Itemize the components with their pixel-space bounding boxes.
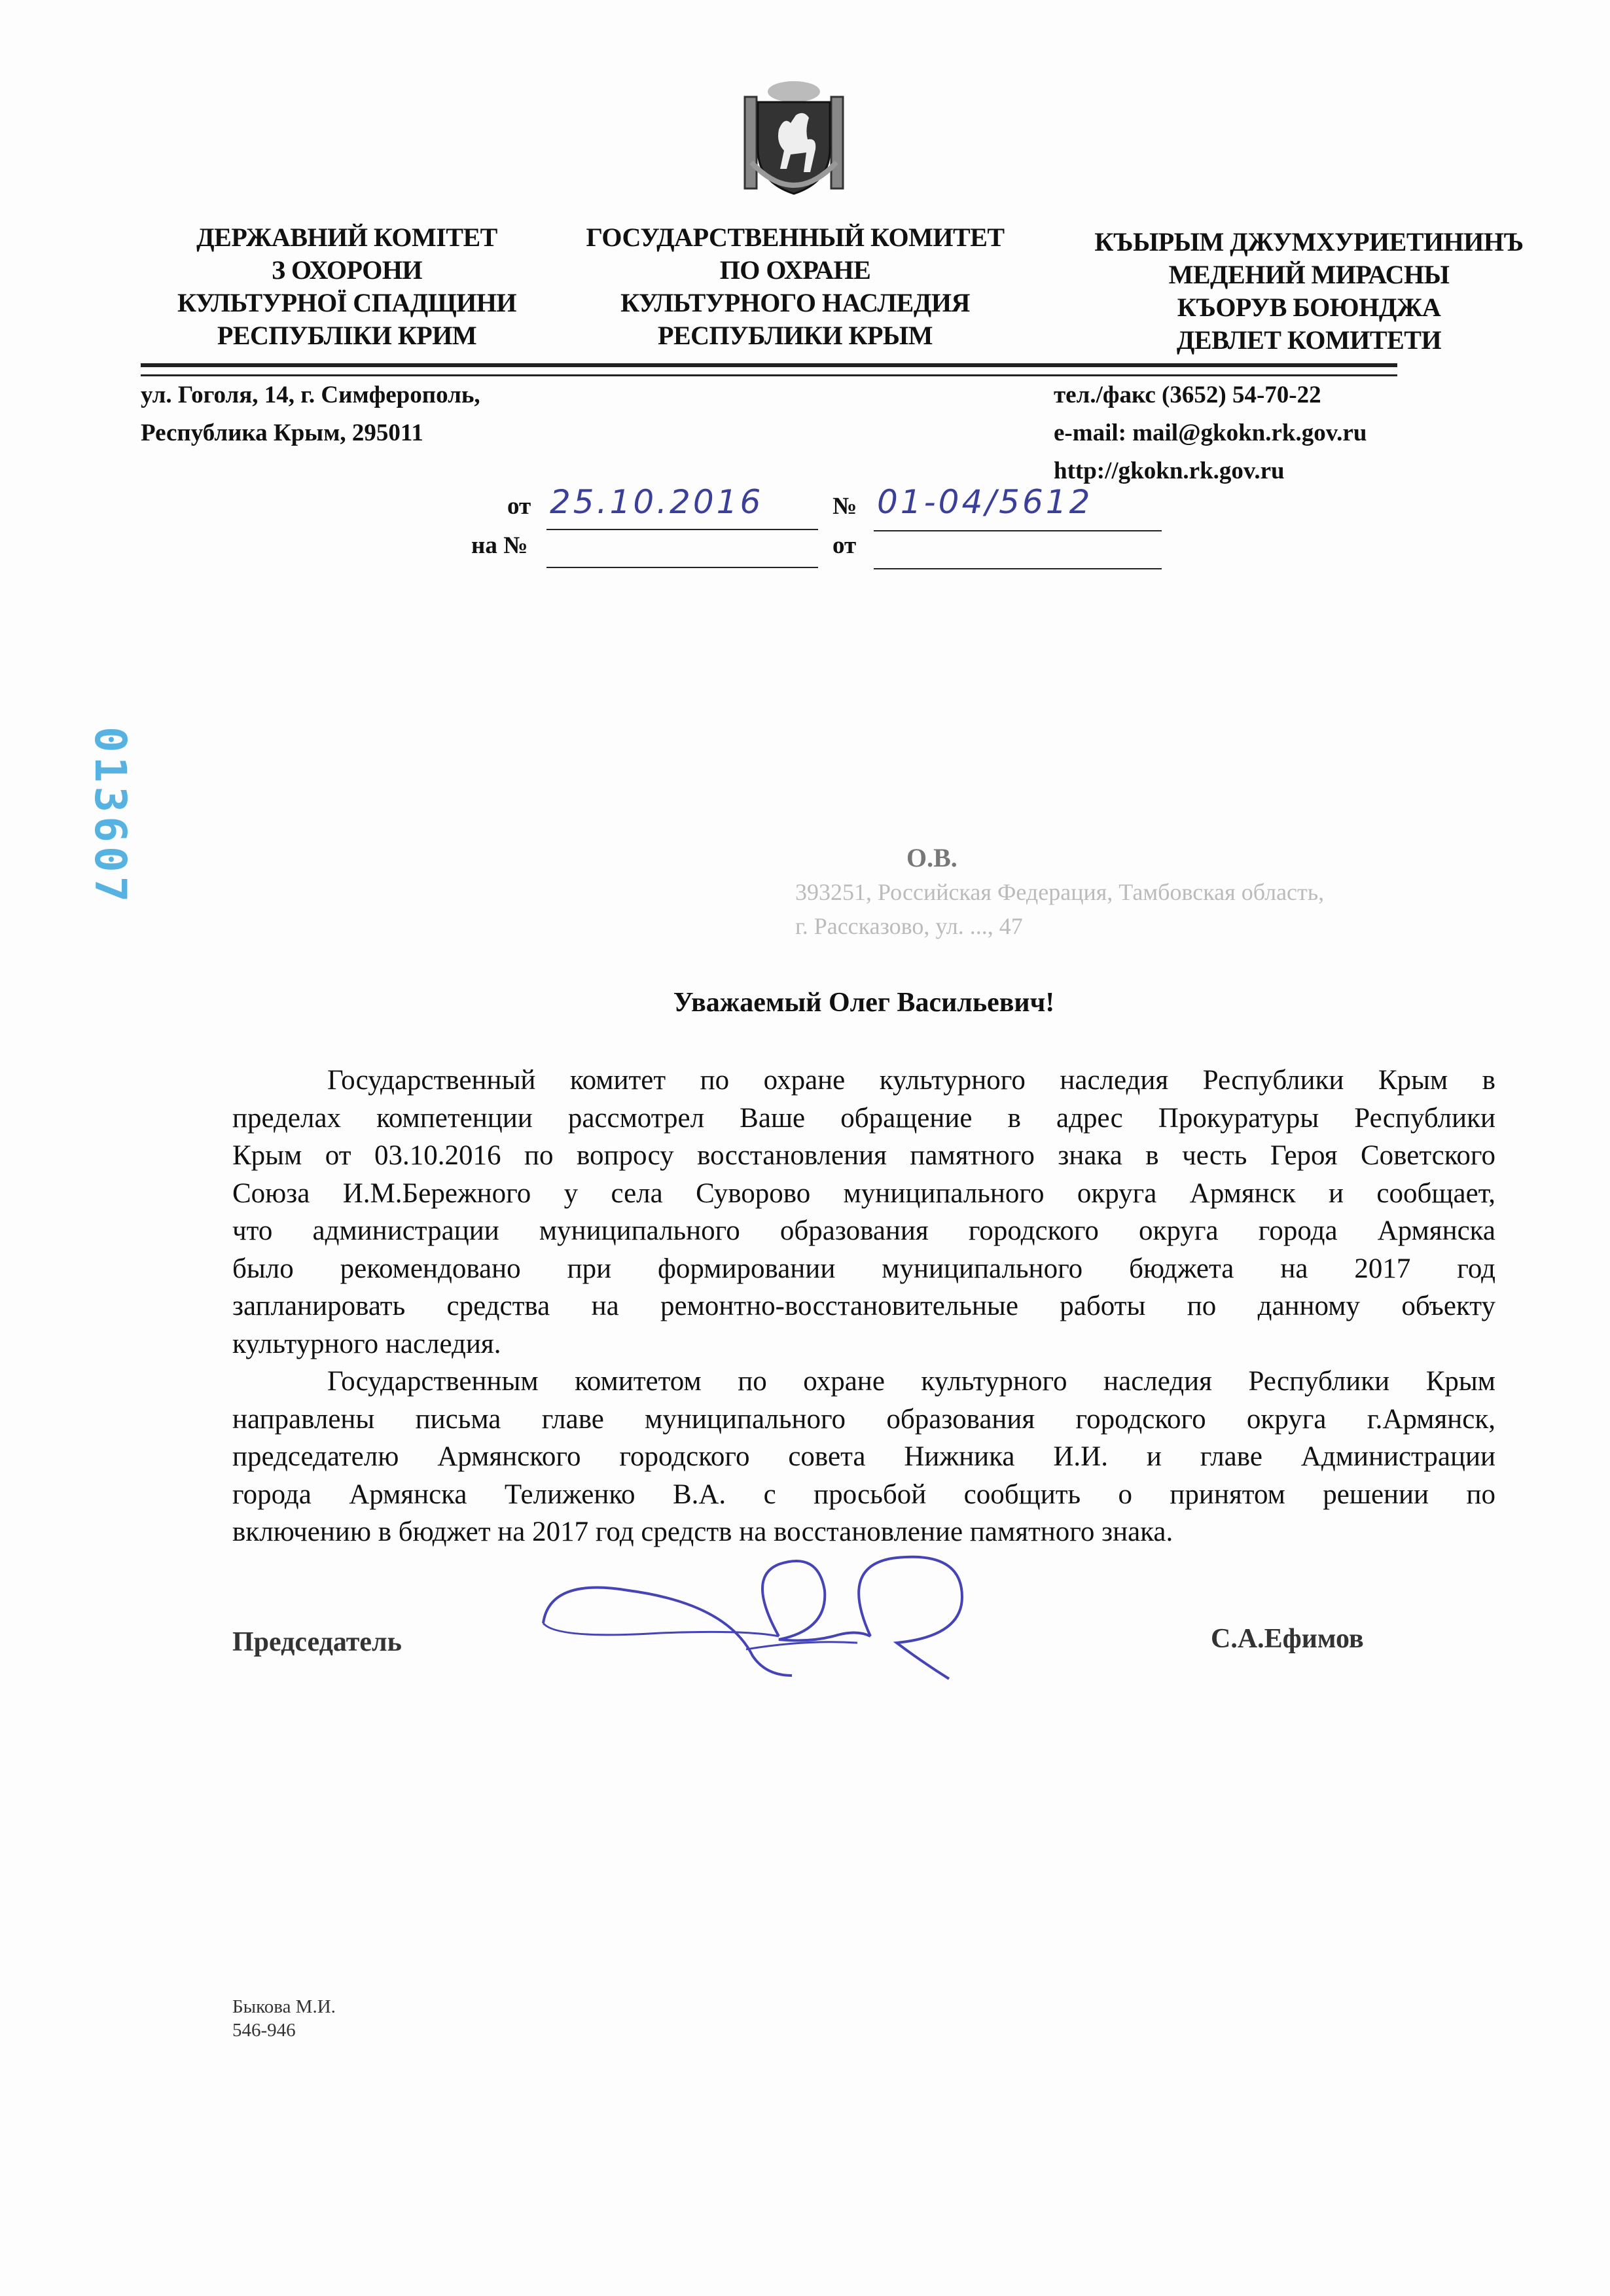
header-line: РЕСПУБЛІКИ КРИМ [217, 321, 477, 350]
body-line: пределах компетенции рассмотрел Ваше обращение в адрес Прокуратуры Республики [232, 1102, 1495, 1134]
body-line: направлены письма главе муниципального образования городского округа г.Армянск, [232, 1403, 1495, 1435]
executor-block [232, 1995, 336, 2042]
reference-number-label: на № [471, 532, 528, 559]
address-line: ул. Гоголя, 14, г. Симферополь, [141, 382, 480, 408]
body-line: Крым от 03.10.2016 по вопросу восстановления памятного знака в честь Героя Советского [232, 1140, 1495, 1171]
body-line: города Армянска Телиженко В.А. с просьбой сообщить о принятом решении по [232, 1479, 1495, 1510]
website: http://gkokn.rk.gov.ru [1054, 457, 1285, 484]
body-line: председателю Армянского городского совета Нижника И.И. и главе Администрации [232, 1441, 1495, 1472]
header-ukrainian [137, 221, 556, 352]
address-line: Республика Крым, 295011 [141, 420, 423, 446]
header-line: КУЛЬТУРНОЇ СПАДЩИНИ [177, 288, 516, 317]
reference-date-label: от [832, 532, 857, 559]
signatory-title: Председатель [232, 1627, 402, 1657]
header-line: ДЕВЛЕТ КОМИТЕТИ [1176, 325, 1442, 355]
body-line: что администрации муниципального образования городского округа города Армянска [232, 1215, 1495, 1246]
number-underline [874, 530, 1162, 531]
header-line: З ОХОРОНИ [271, 255, 423, 285]
header-line: ГОСУДАРСТВЕННЫЙ КОМИТЕТ [586, 223, 1005, 252]
handwritten-signature [530, 1551, 1106, 1682]
header-line: МЕДЕНИЙ МИРАСНЫ [1168, 260, 1450, 289]
header-divider-thick [141, 363, 1397, 367]
body-line: Государственным комитетом по охране культурного наследия Республики Крым [327, 1366, 1495, 1397]
recipient-block [795, 841, 1324, 943]
sender-contacts [1054, 376, 1367, 490]
sender-address [141, 376, 480, 452]
executor-name: Быкова М.И. [232, 1996, 336, 2017]
incoming-number-stamp: 013607 [85, 726, 135, 906]
body-line: культурного наследия. [232, 1328, 501, 1359]
reference-number-underline [546, 567, 818, 568]
body-line: запланировать средства на ремонтно-восстановительные работы по данному объекту [232, 1291, 1495, 1321]
header-line: КУЛЬТУРНОГО НАСЛЕДИЯ [620, 288, 970, 317]
phone-fax: тел./факс (3652) 54-70-22 [1054, 382, 1321, 408]
header-line: ДЕРЖАВНИЙ КОМІТЕТ [196, 223, 497, 252]
recipient-address-line: г. Рассказово, ул. ..., 47 [795, 913, 1023, 939]
salutation: Уважаемый Олег Васильевич! [673, 988, 1055, 1018]
signatory-name: С.А.Ефимов [1211, 1624, 1364, 1654]
coat-of-arms-emblem [738, 77, 850, 202]
date-label: от [507, 493, 531, 520]
email: e-mail: mail@gkokn.rk.gov.ru [1054, 420, 1367, 446]
header-line: КЪОРУВ БОЮНДЖА [1177, 293, 1441, 322]
body-line: Союза И.М.Бережного у села Суворово муниципального округа Армянск и сообщает, [232, 1177, 1495, 1209]
recipient-address-line: 393251, Российская Федерация, Тамбовская область, [795, 879, 1325, 905]
header-line: КЪЫРЫМ ДЖУМХУРИЕТИНИНЪ [1094, 227, 1524, 257]
header-russian [586, 221, 1005, 352]
reference-date-underline [874, 568, 1162, 569]
header-line: РЕСПУБЛИКИ КРЫМ [658, 321, 933, 350]
date-underline [546, 529, 818, 530]
body-line: включению в бюджет на 2017 год средств на восстановление памятного знака. [232, 1516, 1173, 1547]
body-line: Государственный комитет по охране культурного наследия Республики Крым в [327, 1065, 1495, 1096]
header-crimean-tatar [1093, 226, 1525, 357]
header-line: ПО ОХРАНЕ [719, 255, 871, 285]
number-label: № [832, 493, 857, 520]
recipient-name: О.В. [906, 843, 957, 872]
executor-phone: 546-946 [232, 2020, 296, 2041]
number-value: 01-04/5612 [877, 483, 1093, 521]
date-value: 25.10.2016 [550, 483, 764, 521]
letter-body [232, 1062, 1495, 1551]
body-line: было рекомендовано при формировании муниципального бюджета на 2017 год [232, 1253, 1495, 1284]
